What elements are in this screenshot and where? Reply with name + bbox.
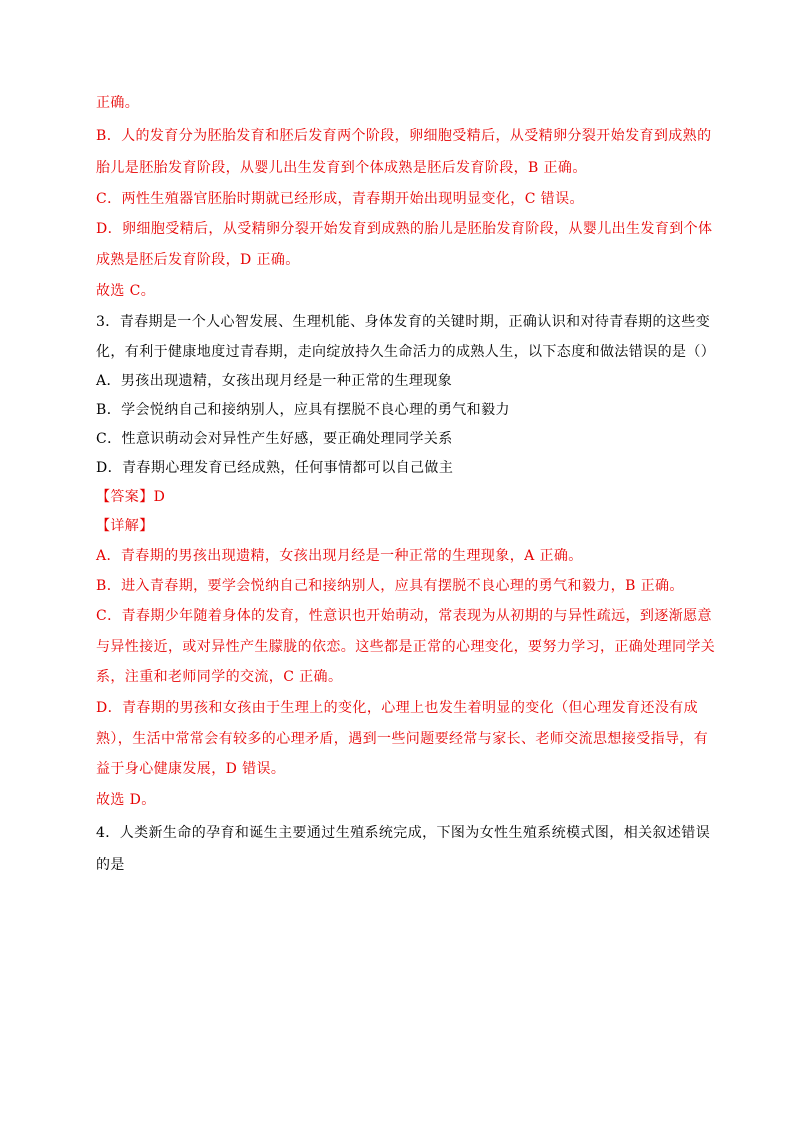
conclusion-line: 故选 D。: [96, 792, 156, 808]
answer-text-line: 胎儿是胚胎发育阶段，从婴儿出生发育到个体成熟是胚后发育阶段，B 正确。: [96, 160, 587, 176]
answer-label: 【答案】D: [96, 489, 166, 505]
answer-text-line: 成熟是胚后发育阶段，D 正确。: [96, 252, 300, 268]
question-3-option-d: D．青春期心理发育已经成熟，任何事情都可以自己做主: [96, 460, 454, 476]
answer-option-b-line: B．人的发育分为胚胎发育和胚后发育两个阶段，卵细胞受精后，从受精卵分裂开始发育到成熟的: [96, 128, 712, 144]
question-3-stem: 化，有利于健康地度过青春期，走向绽放持久生命活力的成熟人生，以下态度和做法错误的是（）: [96, 344, 716, 360]
explanation-option-a: A．青春期的男孩出现遗精，女孩出现月经是一种正常的生理现象，A 正确。: [96, 548, 583, 564]
question-3-option-b: B．学会悦纳自己和接纳别人，应具有摆脱不良心理的勇气和毅力: [96, 402, 510, 418]
question-4-stem: 的是: [96, 857, 125, 873]
question-3-stem: 3．青春期是一个人心智发展、生理机能、身体发育的关键时期，正确认识和对待青春期的这些变: [96, 314, 711, 330]
question-3-option-a: A．男孩出现遗精，女孩出现月经是一种正常的生理现象: [96, 373, 453, 389]
question-3-option-c: C．性意识萌动会对异性产生好感，要正确处理同学关系: [96, 431, 453, 447]
answer-option-c-line: C．两性生殖器官胚胎时期就已经形成，青春期开始出现明显变化，C 错误。: [96, 191, 584, 207]
answer-text-line: 正确。: [96, 95, 140, 111]
answer-option-d-line: D．卵细胞受精后，从受精卵分裂开始发育到成熟的胎儿是胚胎发育阶段，从婴儿出生发育到个体: [96, 221, 713, 237]
question-4-stem: 4．人类新生命的孕育和诞生主要通过生殖系统完成，下图为女性生殖系统模式图，相关叙述错误: [96, 825, 711, 841]
explanation-text-line: 益于身心健康发展，D 错误。: [96, 761, 286, 777]
explanation-text-line: 与异性接近，或对异性产生朦胧的依恋。这些都是正常的心理变化，要努力学习，正确处理同学关: [96, 639, 716, 655]
explanation-option-d: D．青春期的男孩和女孩由于生理上的变化，心理上也发生着明显的变化（但心理发育还没有成: [96, 700, 699, 716]
explanation-text-line: 熟），生活中常常会有较多的心理矛盾，遇到一些问题要经常与家长、老师交流思想接受指导，有: [96, 731, 709, 747]
conclusion-line: 故选 C。: [96, 283, 156, 299]
explanation-option-c: C．青春期少年随着身体的发育，性意识也开始萌动，常表现为从初期的与异性疏远，到逐渐愿意: [96, 608, 712, 624]
explanation-text-line: 系，注重和老师同学的交流，C 正确。: [96, 669, 343, 685]
explanation-option-b: B．进入青春期，要学会悦纳自己和接纳别人，应具有摆脱不良心理的勇气和毅力，B 正确。: [96, 578, 684, 594]
explanation-label: 【详解】: [96, 518, 154, 534]
